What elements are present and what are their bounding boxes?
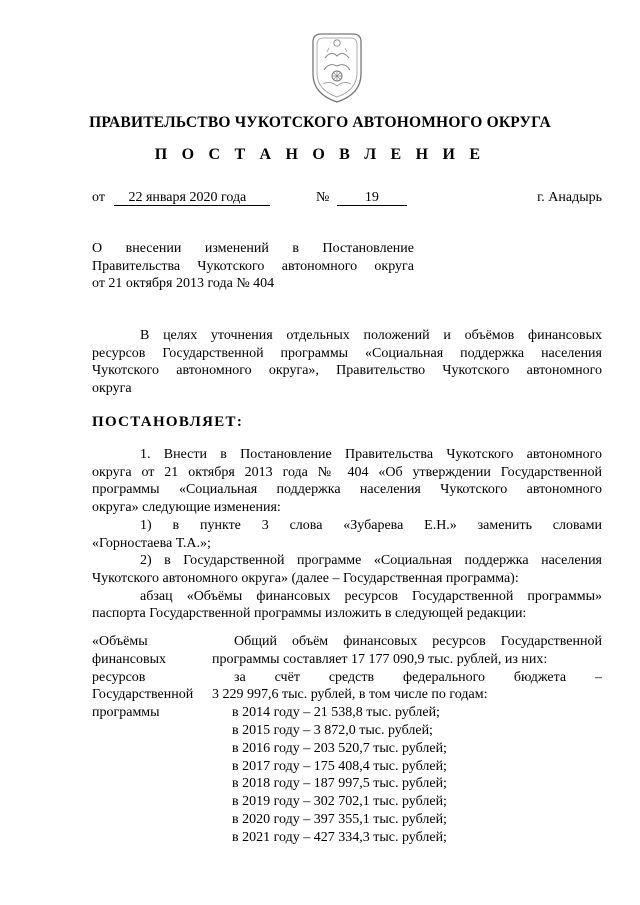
label-line: программы — [92, 705, 160, 721]
value-line: за счёт средств федерального бюджета – — [234, 669, 602, 685]
text-line: ресурсов Государственной программы «Социальная поддержка населения — [92, 345, 602, 361]
value-line: 3 229 997,6 тыс. рублей, в том числе по годам: — [212, 687, 488, 703]
decree-subject — [92, 240, 414, 293]
text-line: округа от 21 октября 2013 года № 404 «Об утверждении Государственной — [92, 464, 602, 480]
text-line: 2) в Государственной программе «Социальная поддержка населения — [140, 553, 602, 569]
resolves-heading: ПОСТАНОВЛЯЕТ: — [92, 414, 244, 430]
text-line: В целях уточнения отдельных положений и объёмов финансовых — [140, 328, 602, 343]
city-name: г. Анадырь — [537, 190, 602, 205]
number-sign: № — [316, 190, 330, 205]
year-line: в 2019 году – 302 702,1 тыс. рублей; — [232, 794, 447, 810]
decree-number: 19 — [337, 190, 407, 206]
value-line: Общий объём финансовых ресурсов Государственной — [234, 634, 602, 649]
label-line: Государственной — [92, 687, 194, 703]
year-line: в 2015 году – 3 872,0 тыс. рублей; — [232, 722, 433, 738]
text-line: 1. Внести в Постановление Правительства Чукотского автономного — [140, 447, 602, 462]
value-line: программы составляет 17 177 090,9 тыс. рублей, из них: — [212, 651, 548, 667]
year-line: в 2017 году – 175 408,4 тыс. рублей; — [232, 758, 447, 774]
text-line: Чукотского автономного округа», Правительство Чукотского автономного — [92, 363, 602, 379]
from-label: от — [92, 190, 105, 205]
label-line: ресурсов — [92, 669, 146, 685]
passport-row-label — [92, 633, 212, 722]
passport-row-value — [212, 633, 602, 847]
text-line: 1) в пункте 3 слова «Зубарева Е.Н.» заменить словами — [140, 517, 602, 533]
text-line: Чукотского автономного округа» (далее – Государственная программа): — [92, 570, 519, 586]
text-line: округа — [92, 381, 132, 397]
text-line: округа» следующие изменения: — [92, 500, 281, 516]
subject-line: Правительства Чукотского автономного округа — [92, 258, 414, 274]
text-line: «Горностаева Т.А.»; — [92, 535, 211, 551]
coat-of-arms-emblem — [305, 28, 369, 106]
subject-line: О внесении изменений в Постановление — [92, 241, 414, 256]
decree-date: 22 января 2020 года — [114, 190, 270, 206]
document-type-title: П О С Т А Н О В Л Е Н И Е — [154, 146, 486, 163]
date-field — [92, 190, 270, 206]
decree-body — [92, 446, 602, 623]
preamble-paragraph — [92, 327, 602, 398]
text-line: паспорта Государственной программы изложить в следующей редакции: — [92, 606, 527, 622]
year-line: в 2020 году – 397 355,1 тыс. рублей; — [232, 811, 447, 827]
label-line: финансовых — [92, 651, 166, 667]
year-line: в 2014 году – 21 538,8 тыс. рублей; — [232, 705, 440, 721]
subject-line: от 21 октября 2013 года № 404 — [92, 276, 275, 291]
year-line: в 2021 году – 427 334,3 тыс. рублей; — [232, 829, 447, 845]
government-title: ПРАВИТЕЛЬСТВО ЧУКОТСКОГО АВТОНОМНОГО ОКРУГА — [89, 114, 551, 131]
year-line: в 2016 году – 203 520,7 тыс. рублей; — [232, 740, 447, 756]
number-field — [316, 190, 407, 206]
text-line: абзац «Объёмы финансовых ресурсов Государственной программы» — [140, 588, 602, 604]
label-line: «Объёмы — [92, 634, 148, 649]
text-line: программы «Социальная поддержка населения Чукотского автономного — [92, 482, 602, 498]
year-line: в 2018 году – 187 997,5 тыс. рублей; — [232, 776, 447, 792]
